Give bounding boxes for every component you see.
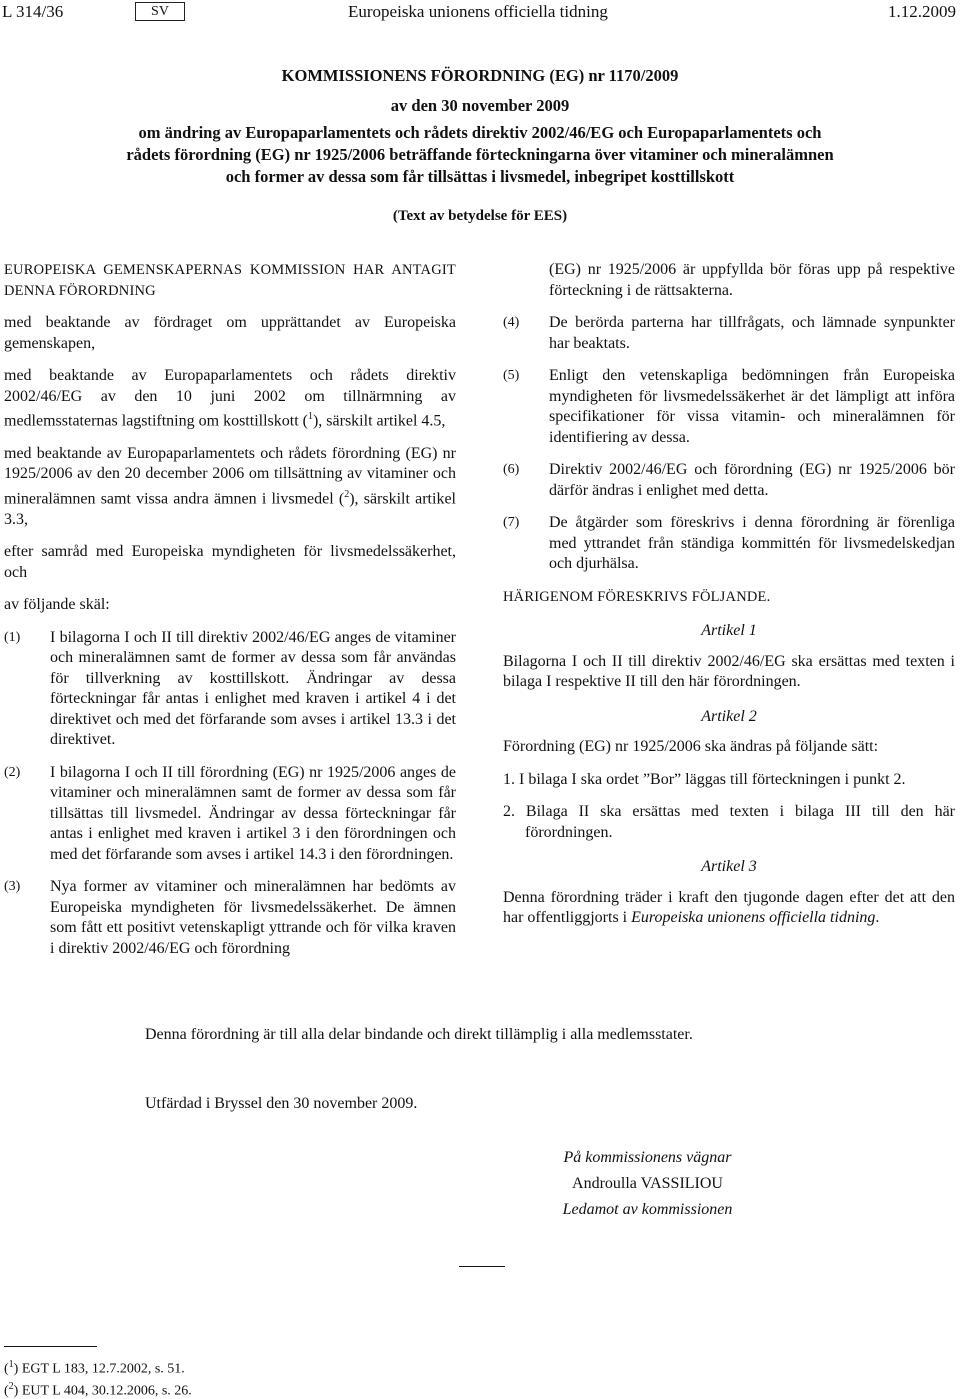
article-item: 2. Bilaga II ska ersättas med texten i bilaga III till den här förordningen. <box>503 803 955 841</box>
article-heading: Artikel 1 <box>701 622 757 639</box>
recital <box>503 366 955 448</box>
recital-number: (7) <box>503 515 520 530</box>
recital-text: Enligt den vetenskapliga bedömningen från Europeiska myndigheten för livsmedelssäkerhet är det lämpligt att införa specifikationer för vissa vitamin- och mineralämnen för identifiering av dessa. <box>549 367 955 446</box>
footnote-text: EGT L 183, 12.7.2002, s. 51. <box>21 1361 185 1377</box>
recital-text: De berörda parterna har tillfrågats, och lämnade synpunkter har beaktats. <box>549 314 955 352</box>
journal-name-italic: Europeiska unionens officiella tidning <box>631 909 876 926</box>
regulation-title: KOMMISSIONENS FÖRORDNING (EG) nr 1170/2009 <box>281 66 679 85</box>
recital <box>4 628 456 751</box>
regulation-subject <box>60 122 900 188</box>
recital-number: (3) <box>4 879 21 895</box>
footnote-number: 1 <box>8 1359 14 1370</box>
article-text-part: Denna förordning träder i kraft den tjugonde dagen efter det att den har offentliggjorts i <box>503 888 955 926</box>
footnote-number: 2 <box>8 1380 14 1392</box>
regulation-title-block <box>60 66 900 225</box>
done-at: Utfärdad i Bryssel den 30 november 2009. <box>145 1095 418 1112</box>
citation-text: ), särskilt artikel 3.3, <box>4 490 456 528</box>
language-box: SV <box>135 2 185 21</box>
citation <box>4 366 456 432</box>
subject-line: rådets förordning (EG) nr 1925/2006 beträffande förteckningarna över vitaminer och mineralämnen <box>126 145 834 164</box>
publication-date: 1.12.2009 <box>888 2 956 21</box>
enacting-formula: HÄRIGENOM FÖRESKRIVS FÖLJANDE. <box>503 588 771 605</box>
recital <box>503 313 955 354</box>
recital-number: (1) <box>4 629 21 645</box>
footnote: ($^1$) EGT L 183, 12.7.2002, s. 51. <box>4 1359 185 1377</box>
citation: efter samråd med Europeiska myndigheten för livsmedelssäkerhet, och <box>4 543 456 581</box>
citation <box>4 444 456 530</box>
footnote: ($^2$) EUT L 404, 30.12.2006, s. 26. <box>4 1380 192 1399</box>
article-text: Bilagorna I och II till direktiv 2002/46/EG ska ersättas med texten i bilaga I respektive II till den här förordningen. <box>503 652 955 690</box>
article-item: 1. I bilaga I ska ordet ”Bor” läggas till förteckningen i punkt 2. <box>503 770 906 788</box>
signatory-name: Androulla VASSILIOU <box>572 1175 723 1192</box>
citation-text: med beaktande av Europaparlamentets och rådets förordning (EG) nr 1925/2006 av den 20 december 2006 om tillsättning av vitaminer och mineralämnen samt vissa andra ämnen i livsmedel ( <box>4 444 456 508</box>
article-text-part: . <box>875 909 880 926</box>
binding-statement: Denna förordning är till alla delar bindande och direkt tillämplig i alla medlemsstater. <box>145 1026 693 1043</box>
recital-number: (2) <box>4 764 21 780</box>
preamble-intro: EUROPEISKA GEMENSKAPERNAS KOMMISSION HAR ANTAGIT DENNA FÖRORDNING <box>4 262 456 299</box>
recital <box>4 877 456 959</box>
article-text: Förordning (EG) nr 1925/2006 ska ändras på följande sätt: <box>503 738 879 755</box>
recital-text: Nya former av vitaminer och mineralämnen har bedömts av Europeiska myndigheten för livsmedelssäkerhet. De ämnen som fått ett positivt vetenskapligt yttrande och för vilka kraven i direktiv 2002/46/EG och förordning <box>50 878 456 957</box>
left-column <box>4 260 456 971</box>
article-heading: Artikel 2 <box>701 707 757 725</box>
eea-relevance: (Text av betydelse för EES) <box>392 208 568 224</box>
separator <box>459 1266 505 1267</box>
recital <box>503 460 955 501</box>
journal-title: Europeiska unionens officiella tidning <box>348 2 608 21</box>
right-column <box>503 260 955 941</box>
recital <box>503 513 955 575</box>
page-reference: L 314/36 <box>2 2 64 21</box>
recital-text: De åtgärder som föreskrivs i denna förordning är förenliga med yttrandet från ständiga kommittén för livsmedelskedjan och djurhälsa. <box>549 514 955 572</box>
recital-number: (5) <box>503 368 520 383</box>
reasons-intro: av följande skäl: <box>4 596 110 614</box>
recital-text: I bilagorna I och II till förordning (EG) nr 1925/2006 anges de vitaminer och mineralämnen samt de former av dessa som får tillsättas till livsmedel. Ändringar av dessa förteckningar får antas i enlighet med kraven i artikel 3 i den förordningen och med det förfarande som avses i artikel 14.3 i den förordningen. <box>50 763 456 863</box>
footnote-separator <box>4 1346 97 1347</box>
subject-line: om ändring av Europaparlamentets och rådets direktiv 2002/46/EG och Europaparlamentets och <box>138 123 822 142</box>
citation-text: med beaktande av Europaparlamentets och rådets direktiv 2002/46/EG av den 10 juni 2002 om tillnärmning av medlemsstaternas lagstiftning om kosttillskott ( <box>4 367 456 430</box>
footnotes <box>4 1356 192 1399</box>
page-header <box>0 2 960 26</box>
recital-text: I bilagorna I och II till direktiv 2002/46/EG anges de vitaminer och mineralämnen samt de former av dessa som får användas för tillverkning av kosttillskott. Ändringar av dessa förteckningar får antas i enlighet med kraven i artikel 4 i det direktivet och med det förfarande som avses i artikel 13.3 i det direktivet. <box>50 628 456 749</box>
recital-text: (EG) nr 1925/2006 är uppfyllda bör föras upp på respektive förteckning i de rättsakterna. <box>549 261 955 299</box>
recital-text: Direktiv 2002/46/EG och förordning (EG) nr 1925/2006 bör därför ändras i enlighet med detta. <box>549 461 955 499</box>
citation-text: ), särskilt artikel 4.5, <box>312 412 446 430</box>
signature-block <box>470 1145 825 1223</box>
citation: med beaktande av fördraget om upprättandet av Europeiska gemenskapen, <box>4 314 456 352</box>
footnote-ref: 2 <box>344 488 350 500</box>
signatory-role: Ledamot av kommissionen <box>562 1201 733 1218</box>
footnote-text: EUT L 404, 30.12.2006, s. 26. <box>21 1383 192 1399</box>
subject-line: och former av dessa som får tillsättas i livsmedel, inbegripet kosttillskott <box>225 167 735 186</box>
recital <box>4 763 456 866</box>
recital-continuation <box>503 260 955 301</box>
recital-number: (4) <box>503 315 520 330</box>
article-text <box>503 888 955 929</box>
for-commission: På kommissionens vägnar <box>563 1149 732 1166</box>
footnote-ref: 1 <box>307 411 313 422</box>
article-heading: Artikel 3 <box>701 858 757 875</box>
regulation-date: av den 30 november 2009 <box>390 96 570 115</box>
recital-number: (6) <box>503 462 520 477</box>
